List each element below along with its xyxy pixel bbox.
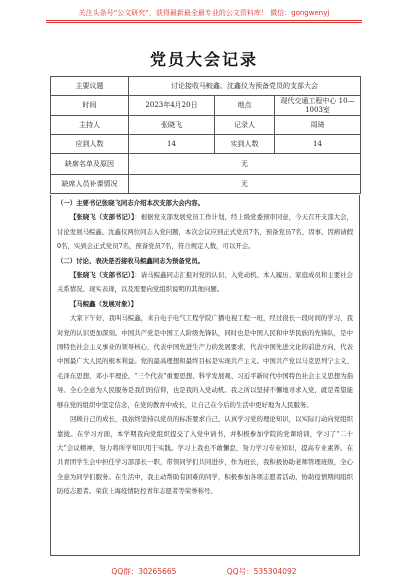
expected-value: 14 xyxy=(129,135,215,154)
makeup-value: 无 xyxy=(129,175,361,194)
section-2-subheading: 【马鲩鑫（发展对象）】 xyxy=(70,299,138,308)
meeting-info-table xyxy=(50,76,361,194)
host-value: 张晓飞 xyxy=(129,116,215,135)
place-value: 现代交通工程中心 10—1003室 xyxy=(275,96,361,116)
section-2-heading: （二）讨论、表决是否接收马鲩鑫同志为预备党员。 xyxy=(57,256,204,265)
time-label: 时间 xyxy=(51,96,129,116)
topic-value: 讨论接收马鲩鑫、沈鑫仪为预备党员的支部大会 xyxy=(129,77,361,96)
top-banner: 关注头条号“公文研究”，获得最新最全最专业的公文资料库！ 微信：gongwenyj xyxy=(78,9,330,17)
absent-label: 缺席名单及原因 xyxy=(51,154,129,175)
section-1-speaker: 【张晓飞（支部书记）】 xyxy=(70,213,135,222)
actual-label: 实到人数 xyxy=(215,135,275,154)
section-2-speaker: 【张晓飞（支部书记）】 xyxy=(70,271,135,280)
topic-label: 主要议题 xyxy=(51,77,129,96)
banner-divider-2 xyxy=(46,22,362,23)
section-1-heading: （一）主要书记张晓飞同志介绍本次支部大会内容。 xyxy=(57,199,204,207)
makeup-label: 缺席人员补课情况 xyxy=(51,175,129,194)
host-label: 主持人 xyxy=(51,116,129,135)
actual-value: 14 xyxy=(275,135,361,154)
section-1-text: ：根据党支部发展党员工作计划，经上级党委预审同意，今天召开支部大会，讨论发展马鲩鑫、沈鑫仪两位同志入党问题，本次会议应到正式党员7名，预备党员7名，因事、因病请假0名，实到会正式党员7名，预备党员7名，符合规定人数，可以开会。 xyxy=(57,213,353,251)
place-label: 地点 xyxy=(215,96,275,116)
recorder-value: 周琦 xyxy=(275,116,361,135)
section-2-text: ：请马鲩鑫同志汇报对党的认识、入党动机、本人履历、家庭成员和主要社会关系情况、现实表现，以及需要向党组织说明的其他问题。 xyxy=(57,271,353,294)
statement-paragraph-1: 大家下午好，我叫马鲩鑫，来自电子电气工程学院广播电视工程一班，经过很长一段时间的学习，我对党的认识更加深刻。中国共产党是中国工人阶级先锋队，同时也是中国人民和中华民族的先锋队，是中国特色社会主义事业的领导核心，代表中国先进生产力的发展要求，代表中国先进文化的前进方向，代表中国最广大人民的根本利益。党的最高理想和最终目标是实现共产主义。中国共产党以马克思列宁主义、毛泽东思想、邓小平理论、“三个代表”重要思想、科学发展观、习近平新时代中国特色社会主义思想为指导。全心全意为人民服务是我们的信仰，也是我的入党动机。我之所以坚持不懈地寻求入党，就是希望能够在党的组织中坚定信念，在党的教育中成长，让自己在今后的生活中更好地为人民服务。 xyxy=(57,314,353,409)
minutes-body xyxy=(50,195,360,556)
time-value: 2023年4月20日 xyxy=(129,96,215,116)
section-2-paragraph xyxy=(57,268,353,297)
footer-qq-number: QQ号：535304092 xyxy=(226,567,297,576)
page-title: 党员大会记录 xyxy=(149,50,258,69)
section-1-paragraph xyxy=(57,210,353,253)
recorder-label: 记录人 xyxy=(215,116,275,135)
absent-value: 无 xyxy=(129,154,361,175)
expected-label: 应到人数 xyxy=(51,135,129,154)
footer-contacts xyxy=(0,566,408,577)
footer-qq-group: QQ群：30265665 xyxy=(111,567,177,576)
banner-divider-1 xyxy=(46,20,362,21)
statement-paragraph-2: 回顾自己的成长，我始终坚持以党员的标准要求自己，认真学习党的理论知识，以实际行动向党组织靠拢。在学习方面，本学期我向党组织提交了入党申请书，并积极参加学院的党课培训，学习了“二十大”会议精神，努力将所学知识用于实践。学习上我也不敢懈怠，努力学习专业知识，提高专业素养。在共青团学生会中担任学习部部长一职，带领同学们共同进步，作为班长，我积极协助老师管理班级，全心全意为同学们服务。在生活中，我主动帮助有困难的同学，积极参加各项志愿者活动，协助疫情期间组织防疫志愿者。荣获上海疫情防控青年志愿者等荣誉称号。 xyxy=(57,415,353,496)
